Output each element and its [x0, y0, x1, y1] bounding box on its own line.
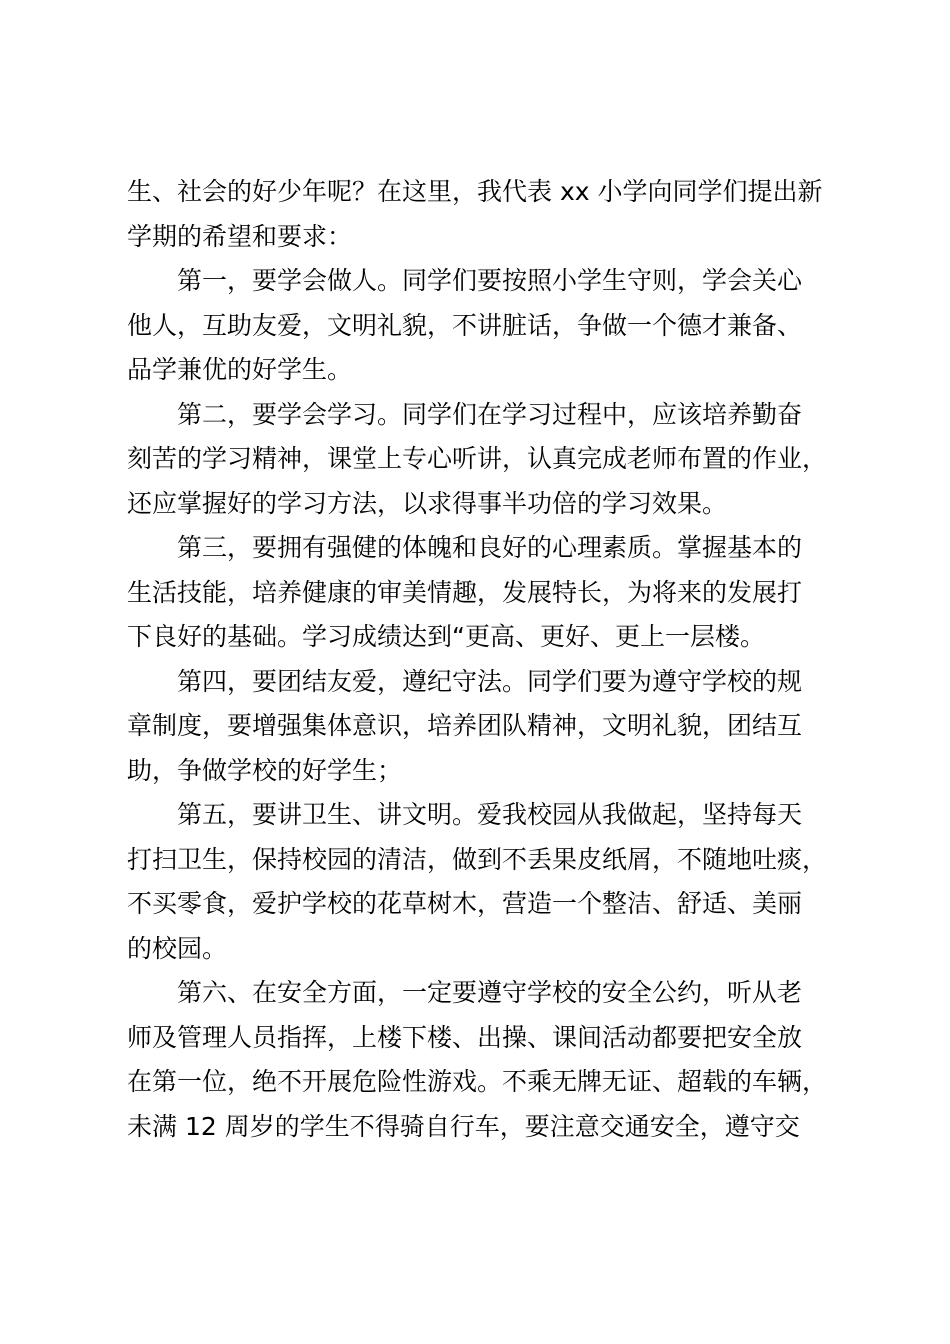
text-line: 刻苦的学习精神，课堂上专心听讲，认真完成老师布置的作业， — [127, 444, 828, 473]
paragraph — [127, 660, 839, 794]
paragraph — [127, 393, 839, 527]
text-line: 生、社会的好少年呢？在这里，我代表 xx 小学向同学们提出新 — [127, 177, 823, 206]
text-line: 品学兼优的好学生。 — [127, 355, 353, 384]
text-line: 第一，要学会做人。同学们要按照小学生守则，学会关心 — [177, 266, 803, 295]
paragraph — [127, 793, 839, 971]
text-line: 不买零食，爱护学校的花草树木，营造一个整洁、舒适、美丽 — [127, 889, 803, 918]
text-line: 他人，互助友爱，文明礼貌，不讲脏话，争做一个德才兼备、 — [127, 310, 803, 340]
text-line: 还应掌握好的学习方法，以求得事半功倍的学习效果。 — [127, 488, 728, 518]
text-line: 打扫卫生，保持校园的清洁，做到不丢果皮纸屑，不随地吐痰， — [127, 844, 828, 874]
paragraph — [127, 971, 839, 1149]
text-line: 助，争做学校的好学生； — [127, 755, 403, 785]
text-line: 未满 12 周岁的学生不得骑自行车，要注意交通安全，遵守交 — [127, 1111, 800, 1141]
text-line: 学期的希望和要求： — [127, 221, 353, 251]
text-line: 下良好的基础。学习成绩达到“更高、更好、更上一层楼。 — [127, 622, 765, 651]
paragraph — [127, 170, 839, 259]
paragraph — [127, 526, 839, 660]
text-line: 的校园。 — [127, 933, 228, 963]
text-line: 第三，要拥有强健的体魄和良好的心理素质。掌握基本的 — [177, 533, 803, 562]
text-line: 第四，要团结友爱，遵纪守法。同学们要为遵守学校的规 — [177, 666, 803, 696]
text-line: 章制度，要增强集体意识，培养团队精神，文明礼貌，团结互 — [127, 711, 803, 740]
text-line: 第六、在安全方面，一定要遵守学校的安全公约，听从老 — [177, 978, 803, 1007]
text-line: 第二，要学会学习。同学们在学习过程中，应该培养勤奋 — [177, 399, 803, 429]
document-page — [127, 170, 839, 1149]
text-line: 在第一位，绝不开展危险性游戏。不乘无牌无证、超载的车辆， — [127, 1067, 828, 1096]
text-line: 师及管理人员指挥，上楼下楼、出操、课间活动都要把安全放 — [127, 1022, 803, 1052]
text-line: 生活技能，培养健康的审美情趣，发展特长，为将来的发展打 — [127, 577, 803, 607]
paragraph — [127, 259, 839, 393]
text-line: 第五，要讲卫生、讲文明。爱我校园从我做起，坚持每天 — [177, 800, 803, 829]
